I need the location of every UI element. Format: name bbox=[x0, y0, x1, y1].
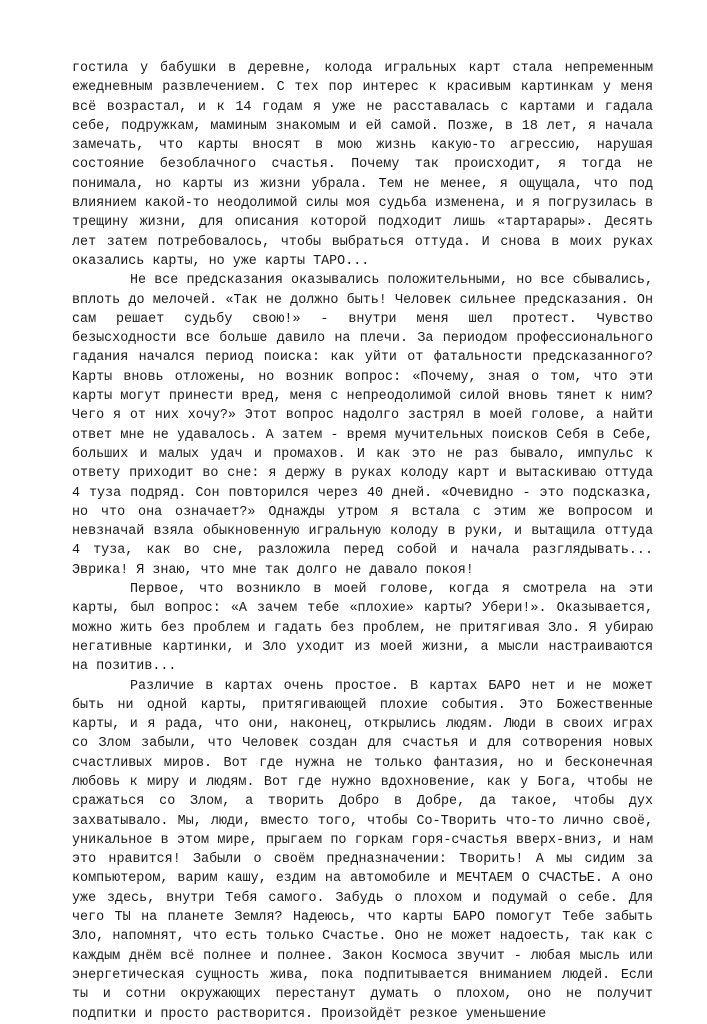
paragraph-1: гостила у бабушки в деревне, колода игральных карт стала непременным ежедневным развлечением. С тех пор интерес к красивым картинкам у меня всё возрастал, и к 14 годам я уже не расставалась с картами и гадала себе, подружкам, маминым знакомым и ей самой. Позже, в 18 лет, я начала замечать, что карты вносят в мою жизнь какую-то агрессию, нарушая состояние безоблачного счастья. Почему так происходит, я тогда не понимала, но карты из жизни убрала. Тем не менее, я ощущала, что под влиянием какой-то неодолимой силы моя судьба изменена, и я погрузилась в трещину жизни, для описания которой подходит лишь «тартарары». Десять лет затем потребовалось, чтобы выбраться оттуда. И снова в моих руках оказались карты, но уже карты ТАРО... bbox=[72, 61, 653, 269]
document-page bbox=[72, 59, 653, 1024]
paragraph-2: Не все предсказания оказывались положительными, но все сбывались, вплоть до мелочей. «Так не должно быть! Человек сильнее предсказания. Он сам решает судьбу свою!» - внутри меня шел протест. Чувство безысходности все больше давило на плечи. За периодом профессионального гадания начался период поиска: как уйти от фатальности предсказанного? Карты вновь отложены, но возник вопрос: «Почему, зная о том, что эти карты могут принести вред, меня с непреодолимой силой вновь тянет к ним? Чего я от них хочу?» Этот вопрос надолго застрял в моей голове, а найти ответ мне не удавалось. А затем - время мучительных поисков Себя в Себе, больших и малых удач и промахов. И как это не раз бывало, импульс к ответу приходит во сне: я держу в руках колоду карт и вытаскиваю оттуда 4 туза подряд. Сон повторился через 40 дней. «Очевидно - это подсказка, но что она означает?» Однажды утром я встала с этим же вопросом и невзначай взяла обыкновенную игральную колоду в руки, и вытащила оттуда 4 туза, как во сне, разложила перед собой и начала разглядывать... Эврика! Я знаю, что мне так долго не давало покоя! bbox=[72, 273, 653, 578]
paragraph-4: Различие в картах очень простое. В картах БАРО нет и не может быть ни одной карты, притягивающей плохие события. Это Божественные карты, и я рада, что они, наконец, открылись людям. Люди в своих играх со Злом забыли, что Человек создан для счастья и для сотворения новых счастливых миров. Вот где нужна не только фантазия, но и бесконечная любовь к миру и людям. Вот где нужно вдохновение, как у Бога, чтобы не сражаться со Злом, а творить Добро в Добре, да такое, чтобы дух захватывало. Мы, люди, вместо того, чтобы Со-Творить что-то лично своё, уникальное в этом мире, прыгаем по горкам горя-счастья вверх-вниз, и нам это нравится! Забыли о своём предназначении: Творить! А мы сидим за компьютером, варим кашу, ездим на автомобиле и МЕЧТАЕМ О СЧАСТЬЕ. А оно уже здесь, внутри Тебя самого. Забудь о плохом и подумай о себе. Для чего ТЫ на планете Земля? Надеюсь, что карты БАРО помогут Тебе забыть Зло, напомнят, что есть только Счастье. Оно не может надоесть, так как с каждым днём всё полнее и полнее. Закон Космоса звучит - любая мысль или энергетическая сущность жива, пока подпитывается вниманием людей. Если ты и сотни окружающих перестанут думать о плохом, оно не получит подпитки и просто растворится. Произойдёт резкое уменьшение bbox=[72, 678, 653, 1022]
paragraph-3: Первое, что возникло в моей голове, когда я смотрела на эти карты, был вопрос: «А зачем тебе «плохие» карты? Убери!». Оказывается, можно жить без проблем и гадать без проблем, не притягивая Зло. Я убираю негативные картинки, и Зло уходит из моей жизни, а мысли настраиваются на позитив... bbox=[72, 582, 653, 675]
